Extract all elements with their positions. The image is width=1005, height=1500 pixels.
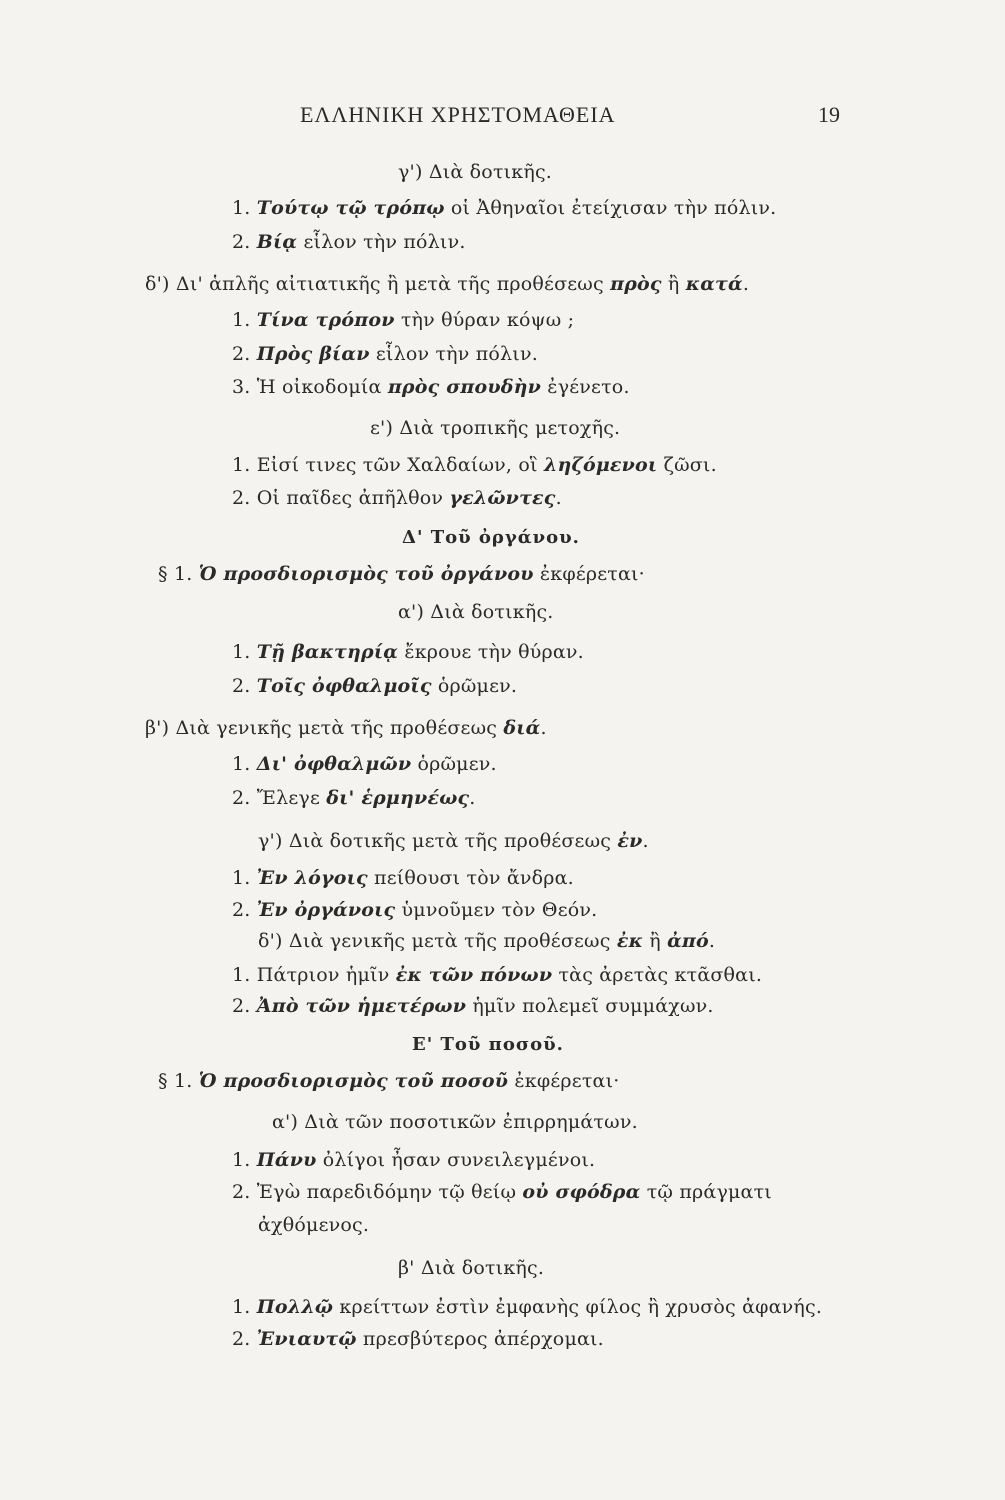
example-line: 1. Εἰσί τινες τῶν Χαλδαίων, οἳ ληζόμενοι ζῶσι.: [232, 454, 717, 476]
subsection-heading: δ') Δι' ἁπλῆς αἰτιατικῆς ἢ μετὰ τῆς προθέσεως πρὸς ἢ κατά.: [145, 273, 750, 295]
subsection-heading: β' Διὰ δοτικῆς.: [398, 1257, 545, 1279]
example-line-continuation: ἀχθόμενος.: [258, 1214, 370, 1236]
paragraph-rule: § 1. Ὁ προσδιορισμὸς τοῦ ὀργάνου ἐκφέρεται·: [158, 563, 645, 585]
subsection-heading: γ') Διὰ δοτικῆς.: [398, 161, 553, 183]
example-line: 1. Τούτῳ τῷ τρόπῳ οἱ Ἀθηναῖοι ἐτείχισαν τὴν πόλιν.: [232, 197, 777, 219]
paragraph-rule: § 1. Ὁ προσδιορισμὸς τοῦ ποσοῦ ἐκφέρεται·: [158, 1070, 620, 1092]
example-line: 1. Τῇ βακτηρίᾳ ἔκρουε τὴν θύραν.: [232, 641, 584, 663]
example-line: 2. Ἐγὼ παρεδιδόμην τῷ θείῳ οὐ σφόδρα τῷ πράγματι: [232, 1181, 772, 1203]
example-line: 1. Πολλῷ κρείττων ἐστὶν ἐμφανὴς φίλος ἢ χρυσὸς ἀφανής.: [232, 1296, 823, 1318]
example-line: 1. Ἐν λόγοις πείθουσι τὸν ἄνδρα.: [232, 867, 574, 889]
example-line: 1. Πάνυ ὀλίγοι ἦσαν συνειλεγμένοι.: [232, 1149, 596, 1171]
example-line: 2. Τοῖς ὀφθαλμοῖς ὁρῶμεν.: [232, 675, 518, 697]
page-number: 19: [818, 102, 840, 127]
subsection-heading: α') Διὰ τῶν ποσοτικῶν ἐπιρρημάτων.: [272, 1111, 638, 1133]
subsection-heading: ε') Διὰ τροπικῆς μετοχῆς.: [370, 417, 621, 439]
section-heading: Δ' Τοῦ ὀργάνου.: [402, 527, 580, 548]
example-line: 2. Βίᾳ εἷλον τὴν πόλιν.: [232, 231, 466, 253]
example-line: 2. Ἐν ὀργάνοις ὑμνοῦμεν τὸν Θεόν.: [232, 899, 598, 921]
example-line: 2. Οἱ παῖδες ἀπῆλθον γελῶντες.: [232, 487, 562, 509]
subsection-heading: γ') Διὰ δοτικῆς μετὰ τῆς προθέσεως ἐν.: [258, 830, 649, 852]
example-line: 2. Ἐνιαυτῷ πρεσβύτερος ἀπέρχομαι.: [232, 1328, 604, 1350]
example-line: 3. Ἡ οἰκοδομία πρὸς σπουδὴν ἐγένετο.: [232, 376, 630, 398]
example-line: 2. Ἔλεγε δι' ἑρμηνέως.: [232, 787, 476, 809]
example-line: 1. Τίνα τρόπον τὴν θύραν κόψω ;: [232, 309, 575, 331]
example-line: 2. Πρὸς βίαν εἷλον τὴν πόλιν.: [232, 343, 538, 365]
subsection-heading: δ') Διὰ γενικῆς μετὰ τῆς προθέσεως ἐκ ἢ ἀπό.: [258, 930, 716, 952]
example-line: 2. Ἀπὸ τῶν ἡμετέρων ἡμῖν πολεμεῖ συμμάχων.: [232, 995, 714, 1017]
example-line: 1. Δι' ὀφθαλμῶν ὁρῶμεν.: [232, 753, 497, 775]
section-heading: Ε' Τοῦ ποσοῦ.: [412, 1034, 564, 1055]
running-header-title: ΕΛΛΗΝΙΚΗ ΧΡΗΣΤΟΜΑΘΕΙΑ: [300, 102, 616, 127]
example-line: 1. Πάτριον ἡμῖν ἐκ τῶν πόνων τὰς ἀρετὰς κτᾶσθαι.: [232, 964, 763, 986]
subsection-heading: β') Διὰ γενικῆς μετὰ τῆς προθέσεως διά.: [145, 717, 547, 739]
subsection-heading: α') Διὰ δοτικῆς.: [398, 601, 554, 623]
